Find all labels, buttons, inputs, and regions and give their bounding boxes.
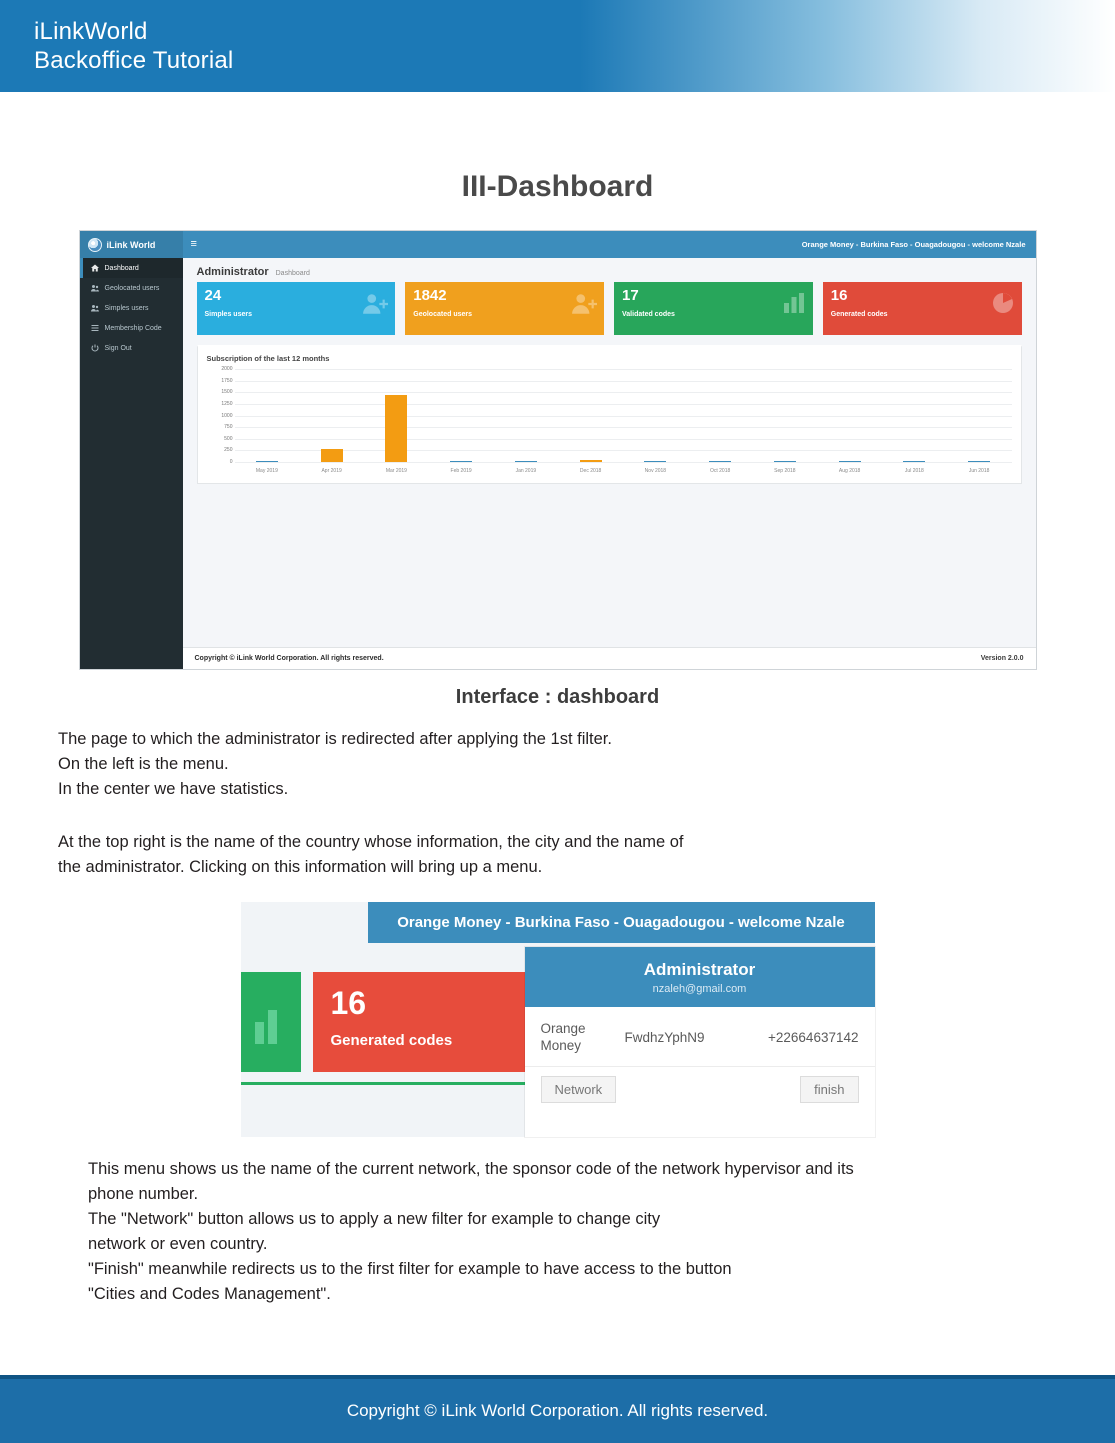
paragraph-three bbox=[88, 1157, 1078, 1307]
chart-bar bbox=[903, 461, 925, 462]
user-add-icon bbox=[362, 291, 388, 317]
page-title: III-Dashboard bbox=[461, 170, 654, 203]
chart-bar-column bbox=[947, 369, 1012, 462]
sidebar bbox=[80, 231, 183, 669]
kpi-label: Generated codes bbox=[830, 311, 888, 318]
divider bbox=[241, 1082, 525, 1085]
chart-bar-column bbox=[882, 369, 947, 462]
bar-chart-icon bbox=[255, 1010, 277, 1044]
finish-button[interactable]: finish bbox=[800, 1076, 858, 1103]
figure-caption: Interface : dashboard bbox=[455, 686, 660, 708]
paragraph-one-line-2: On the left is the menu. bbox=[58, 755, 229, 773]
brand-subtitle: Backoffice Tutorial bbox=[34, 47, 234, 74]
chart-x-tick: Jul 2018 bbox=[904, 468, 924, 474]
chart-y-tick: 500 bbox=[224, 435, 233, 442]
paragraph-two bbox=[58, 830, 1048, 880]
paragraph-three-line-6: "Cities and Codes Management". bbox=[88, 1285, 331, 1303]
copyright-prefix: Copyright © bbox=[194, 655, 237, 662]
chart-bar bbox=[644, 461, 666, 462]
home-icon bbox=[91, 264, 99, 272]
network-button[interactable]: Network bbox=[541, 1076, 617, 1103]
sidebar-item-label: Membership Code bbox=[104, 324, 162, 332]
chart-bar bbox=[774, 461, 796, 462]
paragraph-one bbox=[58, 727, 1048, 802]
chart-x-axis bbox=[235, 468, 1012, 474]
account-menu-screenshot bbox=[241, 902, 875, 1137]
sidebar-item-membership-code[interactable] bbox=[80, 318, 183, 338]
chart-x-tick: Apr 2019 bbox=[321, 468, 342, 474]
sidebar-item-label: Geolocated users bbox=[104, 284, 160, 292]
menu-topbar-label[interactable]: Orange Money - Burkina Faso - Ouagadougou - welcome Nzale bbox=[397, 914, 845, 931]
network-name: Orange Money bbox=[540, 1021, 586, 1053]
copyright-suffix: . All rights reserved. bbox=[316, 655, 384, 662]
globe-icon bbox=[88, 238, 102, 252]
brand-name: iLinkWorld bbox=[34, 18, 148, 45]
kpi-value: 16 bbox=[330, 985, 367, 1021]
chart-y-tick: 1250 bbox=[221, 400, 233, 407]
chart-x-tick: Mar 2019 bbox=[385, 468, 407, 474]
account-dropdown-body bbox=[525, 1007, 875, 1064]
kpi-geolocated-users[interactable] bbox=[405, 282, 604, 335]
account-email: nzaleh@gmail.com bbox=[652, 983, 747, 995]
page-footer bbox=[0, 1375, 1115, 1443]
chart-bar bbox=[968, 461, 990, 462]
chart-y-tick: 750 bbox=[224, 424, 233, 431]
chart-bar-column bbox=[688, 369, 753, 462]
chart-bar bbox=[839, 461, 861, 462]
chart-bar-column bbox=[753, 369, 818, 462]
chart-gridline bbox=[235, 462, 1012, 463]
chart-y-tick: 250 bbox=[224, 447, 233, 454]
chart-panel bbox=[197, 345, 1022, 484]
chart-y-tick: 1000 bbox=[221, 412, 233, 419]
account-dropdown-menu bbox=[525, 947, 875, 1137]
users-icon bbox=[91, 304, 99, 312]
sidebar-item-label: Sign Out bbox=[104, 344, 132, 352]
kpi-value: 17 bbox=[622, 287, 639, 304]
sidebar-item-dashboard[interactable] bbox=[80, 258, 183, 278]
sidebar-item-label: Simples users bbox=[104, 304, 149, 312]
content-title: Administrator bbox=[196, 266, 269, 278]
kpi-validated-codes-partial bbox=[241, 972, 301, 1072]
chart-x-tick: Oct 2018 bbox=[709, 468, 731, 474]
kpi-generated-codes[interactable] bbox=[823, 282, 1022, 335]
chart-bar-column bbox=[494, 369, 559, 462]
paragraph-two-line-1: At the top right is the name of the country whose information, the city and the name of bbox=[58, 833, 684, 851]
chart-bar bbox=[580, 460, 602, 462]
chart-bar-column bbox=[558, 369, 623, 462]
kpi-row bbox=[183, 282, 1036, 335]
content-header bbox=[183, 258, 1036, 282]
chart-y-tick: 0 bbox=[229, 459, 233, 465]
paragraph-three-line-5: "Finish" meanwhile redirects us to the first filter for example to have access to the button bbox=[88, 1260, 732, 1278]
breadcrumb: Dashboard bbox=[275, 270, 310, 277]
chart-x-tick: Dec 2018 bbox=[579, 468, 602, 474]
chart-bar-column bbox=[817, 369, 882, 462]
kpi-label: Generated codes bbox=[330, 1032, 453, 1049]
topbar bbox=[183, 231, 1036, 258]
page-banner bbox=[0, 0, 1115, 92]
chart-y-tick: 1750 bbox=[221, 377, 233, 384]
kpi-validated-codes[interactable] bbox=[614, 282, 813, 335]
power-icon bbox=[91, 344, 99, 352]
chart-bar bbox=[256, 461, 278, 462]
chart-bar bbox=[321, 449, 343, 462]
chart-bar-column bbox=[235, 369, 300, 462]
sidebar-item-label: Dashboard bbox=[104, 264, 139, 272]
user-add-icon bbox=[571, 291, 597, 317]
sidebar-logo[interactable] bbox=[80, 231, 183, 258]
kpi-label: Simples users bbox=[204, 311, 252, 318]
topbar-account-info[interactable]: Orange Money - Burkina Faso - Ouagadougou - welcome Nzale bbox=[801, 240, 1026, 249]
chart-bar bbox=[515, 461, 537, 462]
sponsor-code: FwdhzYphN9 bbox=[624, 1029, 705, 1045]
main-area bbox=[183, 231, 1036, 669]
chart-bar bbox=[450, 461, 472, 462]
page-footer-text: Copyright © iLink World Corporation. All rights reserved. bbox=[346, 1401, 769, 1420]
sidebar-item-sign-out[interactable] bbox=[80, 338, 183, 358]
kpi-value: 16 bbox=[830, 287, 848, 304]
chart-bar bbox=[709, 461, 731, 462]
kpi-generated-codes-card[interactable] bbox=[313, 972, 525, 1072]
chart-x-tick: May 2019 bbox=[255, 468, 278, 474]
sidebar-item-geolocated-users[interactable] bbox=[80, 278, 183, 298]
chart-bars bbox=[235, 369, 1012, 462]
chart-x-tick: Sep 2018 bbox=[774, 468, 796, 474]
kpi-label: Geolocated users bbox=[413, 311, 472, 318]
paragraph-one-line-3: In the center we have statistics. bbox=[58, 780, 289, 798]
subscriptions-bar-chart bbox=[207, 366, 1012, 474]
chart-y-tick: 1500 bbox=[221, 389, 233, 396]
paragraph-three-line-2: phone number. bbox=[88, 1185, 199, 1203]
account-role: Administrator bbox=[643, 960, 756, 979]
paragraph-two-line-2: the administrator. Clicking on this information will bring up a menu. bbox=[58, 858, 543, 876]
chart-bar-column bbox=[623, 369, 688, 462]
phone-number: +22664637142 bbox=[768, 1029, 859, 1045]
chart-x-tick: Nov 2018 bbox=[644, 468, 667, 474]
chart-bar-column bbox=[299, 369, 364, 462]
pie-chart-icon bbox=[991, 291, 1015, 315]
kpi-value: 1842 bbox=[413, 287, 447, 304]
kpi-simples-users[interactable] bbox=[197, 282, 396, 335]
sidebar-logo-label: iLink World bbox=[106, 239, 156, 250]
chart-bar-column bbox=[429, 369, 494, 462]
kpi-value: 24 bbox=[204, 287, 222, 304]
bar-chart-icon bbox=[782, 291, 806, 315]
account-dropdown-header bbox=[525, 947, 875, 1007]
app-footer bbox=[183, 647, 1036, 669]
chart-x-tick: Jun 2018 bbox=[968, 468, 990, 474]
paragraph-three-line-4: network or even country. bbox=[88, 1235, 268, 1253]
app-footer-copyright bbox=[195, 655, 384, 662]
app-version: Version 2.0.0 bbox=[980, 655, 1024, 662]
menu-toggle-icon[interactable]: ≡ bbox=[190, 238, 197, 250]
menu-topbar bbox=[368, 902, 875, 943]
chart-x-tick: Feb 2019 bbox=[450, 468, 472, 474]
sidebar-item-simples-users[interactable] bbox=[80, 298, 183, 318]
paragraph-one-line-1: The page to which the administrator is redirected after applying the 1st filter. bbox=[58, 730, 612, 748]
chart-title: Subscription of the last 12 months bbox=[206, 354, 330, 363]
chart-bar bbox=[385, 395, 407, 462]
chart-bar-column bbox=[364, 369, 429, 462]
chart-x-tick: Aug 2018 bbox=[838, 468, 861, 474]
copyright-link[interactable]: iLink World Corporation bbox=[236, 655, 317, 662]
list-icon bbox=[91, 324, 99, 332]
paragraph-three-line-3: The "Network" button allows us to apply a new filter for example to change city bbox=[88, 1210, 661, 1228]
account-dropdown-footer bbox=[525, 1066, 875, 1103]
chart-x-tick: Jan 2019 bbox=[515, 468, 537, 474]
kpi-label: Validated codes bbox=[622, 311, 675, 318]
dashboard-screenshot bbox=[79, 230, 1037, 670]
paragraph-three-line-1: This menu shows us the name of the current network, the sponsor code of the network hypervisor and its bbox=[88, 1160, 854, 1178]
chart-y-tick: 2000 bbox=[221, 366, 233, 372]
users-icon bbox=[91, 284, 99, 292]
